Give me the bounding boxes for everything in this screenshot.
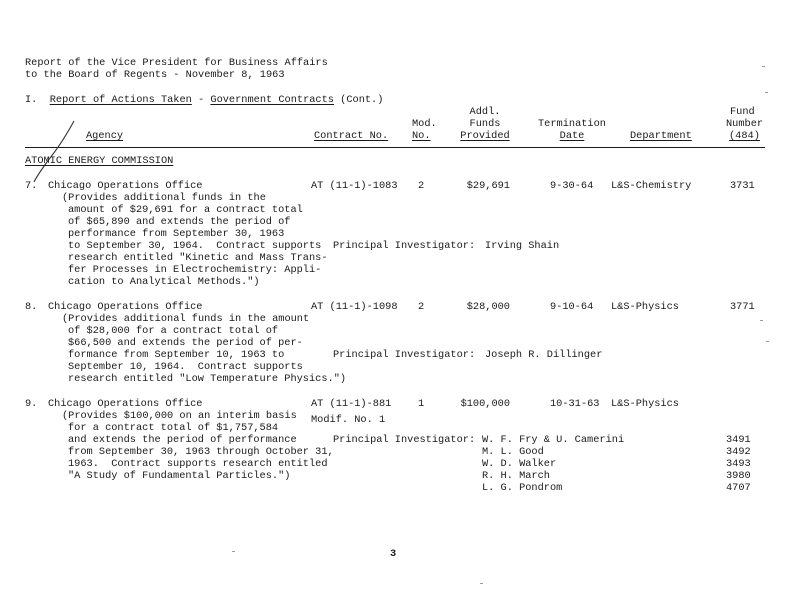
mod-number: 2	[418, 301, 425, 313]
entry-description-line: (Provides $100,000 on an interim basis	[62, 410, 297, 422]
investigator-fund-number: 3491	[726, 434, 751, 446]
entry-description-line: September 10, 1964. Contract supports	[68, 361, 303, 373]
section-title-contracts: Government Contracts	[210, 94, 334, 106]
entry-description-line: cation to Analytical Methods.")	[68, 276, 260, 288]
scan-speck	[765, 92, 768, 93]
principal-investigator-label: Principal Investigator:	[333, 240, 476, 252]
entry-description-line: to September 30, 1964. Contract supports	[68, 240, 322, 252]
column-header-termination-line-1: Termination	[538, 118, 606, 130]
funds-provided: $100,000	[460, 398, 510, 410]
entry-office: Chicago Operations Office	[48, 301, 203, 313]
investigator-fund-number: 3492	[726, 446, 751, 458]
investigator-name: L. G. Pondrom	[482, 482, 563, 494]
entry-description-line: (Provides additional funds in the	[62, 192, 266, 204]
department: L&S-Physics	[611, 398, 679, 410]
entry-description-line: "A Study of Fundamental Particles.")	[68, 470, 291, 482]
column-header-fund-line-3: (484)	[729, 130, 760, 142]
principal-investigator-label: Principal Investigator:	[333, 349, 476, 361]
entry-description-line: (Provides additional funds in the amount	[62, 313, 310, 325]
scan-speck	[760, 320, 763, 321]
column-header-fund-line-2: Number	[726, 118, 764, 130]
investigator-name: W. F. Fry & U. Camerini	[482, 434, 625, 446]
investigator-fund-number: 3980	[726, 470, 751, 482]
entry-description-line: of $28,000 for a contract total of	[68, 325, 279, 337]
investigator-name: W. D. Walker	[482, 458, 557, 470]
funds-provided: $29,691	[466, 180, 510, 192]
scan-speck	[232, 551, 235, 552]
entry-description-line: fer Processes in Electrochemistry: Appli-	[68, 264, 322, 276]
investigator-name: R. H. March	[482, 470, 550, 482]
section-title-dash: -	[191, 94, 211, 106]
entry-number: 8.	[25, 301, 38, 313]
column-header-termination-line-2: Date	[559, 130, 585, 142]
section-number: I.	[25, 94, 38, 106]
entry-office: Chicago Operations Office	[48, 398, 203, 410]
termination-date: 9-10-64	[550, 301, 594, 313]
entry-description-line: performance from September 30, 1963	[68, 228, 285, 240]
department: L&S-Chemistry	[611, 180, 692, 192]
entry-description-line: and extends the period of performance	[68, 434, 297, 446]
funds-provided: $28,000	[466, 301, 510, 313]
mod-number: 1	[418, 398, 425, 410]
termination-date: 10-31-63	[550, 398, 600, 410]
column-header-contract-no: Contract No.	[314, 130, 389, 142]
column-header-mod-line-2: No.	[412, 130, 431, 142]
investigator-fund-number: 4707	[726, 482, 751, 494]
contract-number: AT (11-1)-1083	[311, 180, 398, 192]
header-rule	[25, 147, 765, 148]
section-heading	[25, 94, 383, 106]
entry-description-line: amount of $29,691 for a contract total	[68, 204, 303, 216]
department: L&S-Physics	[611, 301, 679, 313]
column-header-agency: Agency	[86, 130, 124, 142]
entry-description-line: $66,500 and extends the period of per-	[68, 337, 303, 349]
entry-description-line: of $65,890 and extends the period of	[68, 216, 291, 228]
principal-investigator-label: Principal Investigator:	[333, 434, 476, 446]
section-title-actions: Report of Actions Taken	[49, 94, 192, 106]
entry-description-line: formance from September 10, 1963 to	[68, 349, 285, 361]
modification-number: Modif. No. 1	[311, 414, 386, 426]
column-header-funds-line-1: Addl.	[469, 106, 501, 118]
page-number: 3	[390, 548, 397, 560]
entry-description-line: research entitled "Kinetic and Mass Trans-	[68, 252, 328, 264]
section-title-cont: (Cont.)	[333, 94, 384, 106]
scan-speck	[762, 66, 765, 67]
report-title-line-1: Report of the Vice President for Business Affairs	[25, 57, 328, 69]
report-title-line-2: to the Board of Regents - November 8, 1963	[25, 69, 285, 81]
entry-number: 9.	[25, 398, 38, 410]
mod-number: 2	[418, 180, 425, 192]
scan-speck	[766, 341, 769, 342]
investigator-name: M. L. Good	[482, 446, 544, 458]
column-header-mod-line-1: Mod.	[412, 118, 437, 130]
contract-number: AT (11-1)-1098	[311, 301, 398, 313]
entry-description-line: for a contract total of $1,757,584	[68, 422, 279, 434]
agency-group-heading: ATOMIC ENERGY COMMISSION	[25, 155, 174, 167]
pen-mark	[30, 118, 80, 188]
entry-description-line: from September 30, 1963 through October 31,	[68, 446, 334, 458]
entry-office: Chicago Operations Office	[48, 180, 203, 192]
principal-investigator-name: Joseph R. Dillinger	[485, 349, 603, 361]
termination-date: 9-30-64	[550, 180, 594, 192]
fund-number: 3771	[730, 301, 755, 313]
principal-investigator-name: Irving Shain	[485, 240, 560, 252]
column-header-funds-line-2: Funds	[469, 118, 501, 130]
entry-description-line: research entitled "Low Temperature Physics.")	[68, 373, 347, 385]
column-header-fund-line-1: Fund	[730, 106, 755, 118]
scan-speck	[480, 583, 483, 584]
column-header-department: Department	[630, 130, 692, 142]
investigator-fund-number: 3493	[726, 458, 751, 470]
contract-number: AT (11-1)-881	[311, 398, 392, 410]
column-header-funds-line-3: Provided	[460, 130, 510, 142]
fund-number: 3731	[730, 180, 755, 192]
entry-number: 7.	[25, 180, 38, 192]
entry-description-line: 1963. Contract supports research entitled	[68, 458, 328, 470]
